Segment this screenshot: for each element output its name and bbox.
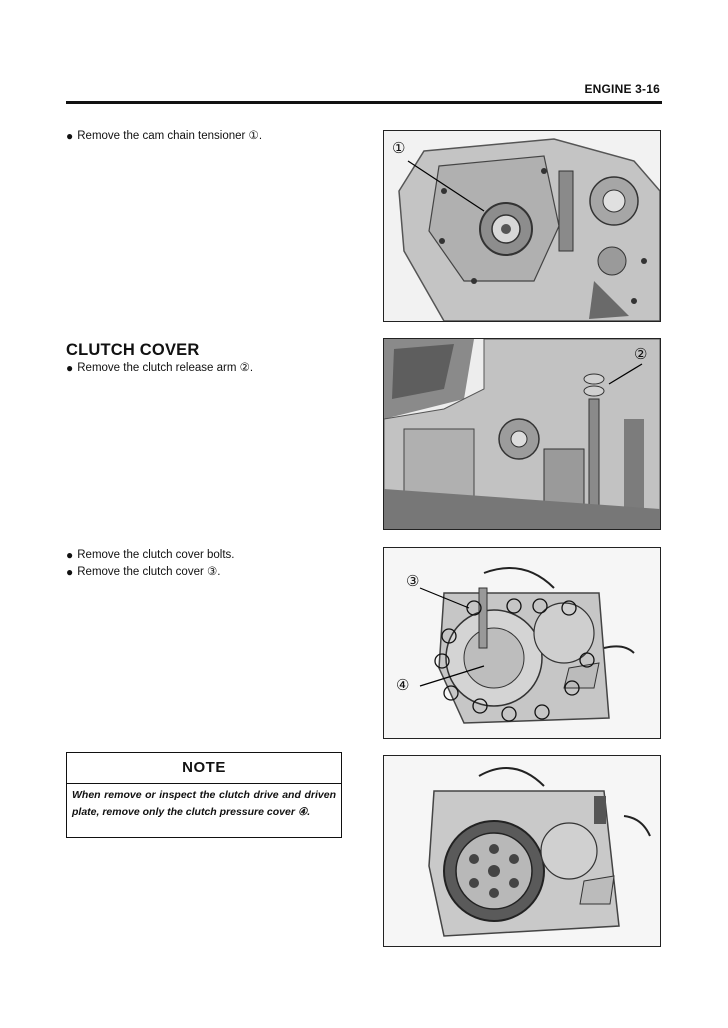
engine-case-illustration bbox=[384, 131, 660, 321]
note-text: When remove or inspect the clutch drive and driven plate, remove only the clutch pressure cover ④. bbox=[72, 789, 336, 818]
photo-pressure-cover-removed bbox=[383, 755, 661, 947]
callout-3: ③ bbox=[406, 572, 420, 590]
step-text: Remove the clutch cover ③. bbox=[77, 566, 221, 578]
clutch-plate-illustration bbox=[384, 756, 660, 946]
release-arm-illustration bbox=[384, 339, 660, 529]
callout-2: ② bbox=[634, 345, 648, 363]
step-text: Remove the cam chain tensioner ①. bbox=[77, 130, 263, 142]
step-remove-clutch-cover bbox=[66, 564, 221, 580]
callout-4: ④ bbox=[396, 676, 410, 694]
step-remove-cover-bolts bbox=[66, 547, 235, 563]
step-text: Remove the clutch cover bolts. bbox=[77, 549, 235, 561]
note-heading: NOTE bbox=[67, 753, 341, 784]
photo-clutch-release-arm bbox=[383, 338, 661, 530]
bullet-icon: ● bbox=[66, 565, 74, 579]
step-text: Remove the clutch release arm ②. bbox=[77, 362, 254, 374]
callout-1: ① bbox=[392, 139, 406, 157]
header-rule bbox=[66, 101, 662, 104]
photo-cam-chain-tensioner bbox=[383, 130, 661, 322]
page-header-title: ENGINE 3-16 bbox=[584, 82, 660, 96]
bullet-icon: ● bbox=[66, 361, 74, 375]
step-remove-release-arm bbox=[66, 360, 253, 376]
clutch-cover-illustration bbox=[384, 548, 660, 738]
photo-clutch-cover-bolts bbox=[383, 547, 661, 739]
bullet-icon: ● bbox=[66, 129, 74, 143]
step-remove-cam-tensioner bbox=[66, 128, 262, 144]
bullet-icon: ● bbox=[66, 548, 74, 562]
note-box bbox=[66, 752, 342, 838]
section-title-clutch-cover: CLUTCH COVER bbox=[66, 341, 200, 359]
